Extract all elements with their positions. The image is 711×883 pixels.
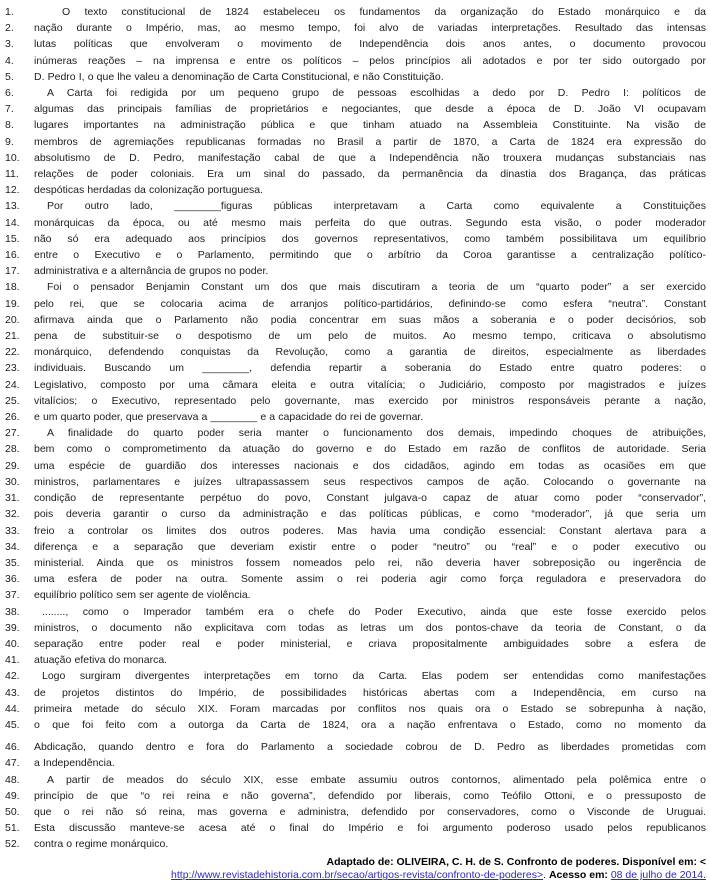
passage-line (5, 755, 706, 771)
line-text: Legislativo, composto por uma câmara eleita e outra vitalícia; o Judiciário, composto por magistrados e juízes (34, 378, 706, 391)
passage-line (5, 836, 706, 852)
line-number: 5. (5, 70, 14, 83)
line-number: 23. (5, 362, 20, 375)
line-number: 29. (5, 459, 20, 472)
line-number: 19. (5, 297, 20, 310)
line-text: e um quarto poder, que preservava a ________ e a capacidade do rei de governar. (34, 411, 424, 424)
passage-line (5, 360, 706, 376)
passage-line (5, 182, 706, 198)
line-number: 24. (5, 378, 20, 391)
passage-line (5, 458, 706, 474)
line-number: 8. (5, 119, 14, 132)
passage-line (5, 587, 706, 603)
line-number: 51. (5, 822, 20, 835)
citation-separator: . (543, 869, 549, 882)
line-text: ........, como o Imperador também era o chefe do Poder Executivo, ainda que este fosse exercido pelos (42, 605, 706, 618)
line-number: 10. (5, 151, 20, 164)
passage-line (5, 788, 706, 804)
line-text: pois deveria garantir o curso da administração e das políticas públicas, e como “moderador”, já que seria um (34, 508, 706, 521)
line-number: 38. (5, 605, 20, 618)
line-number: 14. (5, 216, 20, 229)
line-text: que o rei não só reina, mas governa e administra, defendido por conservadores, como o Visconde de Uruguai. (34, 805, 706, 818)
citation (0, 853, 711, 883)
line-text: entre o Executivo e o Parlamento, permitindo que o arbítrio da Coroa garantisse a centralização político- (34, 249, 706, 262)
passage-line (5, 620, 706, 636)
line-number: 15. (5, 232, 20, 245)
citation-url-link[interactable]: http://www.revistadehistoria.com.br/secao/artigos-revista/confronto-de-poderes> (171, 869, 544, 882)
line-text: o que foi feito com a outorga da Carta de 1824, ora a nação enfrentava o Estado, como no momento da (34, 718, 706, 731)
line-number: 36. (5, 573, 20, 586)
line-text: Esta discussão manteve-se acesa até o final do Império e foi argumento poderoso usado pelos republicanos (34, 822, 706, 835)
line-text: atuação efetiva do monarca. (34, 654, 168, 667)
passage-line (5, 555, 706, 571)
line-text: ministerial. Ainda que os ministros fossem nomeados pelo rei, não deveria haver sobreposição ou ingerência de (34, 556, 706, 569)
passage-line (5, 36, 706, 52)
line-number: 45. (5, 718, 20, 731)
passage-line (5, 820, 706, 836)
line-number: 39. (5, 621, 20, 634)
passage-line (5, 668, 706, 684)
passage-line (5, 717, 706, 733)
line-number: 43. (5, 686, 20, 699)
passage-line (5, 20, 706, 36)
line-number: 34. (5, 540, 20, 553)
line-text: diferença e a separação que deveriam existir entre o poder “neutro” ou “real” e o poder executivo ou (34, 540, 706, 553)
line-number: 7. (5, 103, 14, 116)
line-text: de projetos distintos do Império, de possibilidades históricas abertas com a Independência, em curso na (34, 686, 706, 699)
line-text: freio a controlar os limites dos outros poderes. Mas havia uma condição essencial: Constant alertava para a (34, 524, 706, 537)
line-text: A Carta foi redigida por um pequeno grupo de pessoas escolhidas a dedo por D. Pedro I: políticos de (47, 87, 706, 100)
line-text: Foi o pensador Benjamin Constant um dos que mais discutiram a teoria de um “quarto poder” a ser exercido (47, 281, 706, 294)
line-text: afirmava ainda que o Parlamento não podia concentrar em suas mãos a soberania e o poder decisórios, sob (34, 313, 706, 326)
line-number: 11. (5, 168, 19, 181)
passage-line (5, 685, 706, 701)
line-text: lugares importantes na administração pública e que tinham atuado na Assembleia Constituinte. Na visão de (34, 119, 706, 132)
line-text: relações de poder coloniais. Era um sinal do passado, da permanência da dinastia dos Bragança, das práticas (34, 168, 706, 181)
passage-line (5, 474, 706, 490)
citation-access-label: Acesso em: (548, 869, 608, 882)
line-number: 20. (5, 313, 20, 326)
line-number: 47. (5, 757, 20, 770)
passage-line (5, 409, 706, 425)
passage-line (5, 604, 706, 620)
line-text: vitalícios; o Executivo, representado pelo governante, mas exercido por ministros responsáveis perante a nação, (34, 394, 706, 407)
line-number: 37. (5, 589, 20, 602)
passage-line (5, 279, 706, 295)
line-number: 1. (5, 6, 14, 18)
line-text: Por outro lado, ________figuras públicas interpretavam a Carta como equivalente a Constituições (47, 200, 706, 213)
passage-line (5, 263, 706, 279)
passage-line (5, 231, 706, 247)
passage-line (5, 523, 706, 539)
line-text: O texto constitucional de 1824 estabeleceu os fundamentos da organização do Estado monárquico e da (62, 6, 706, 18)
line-number: 33. (5, 524, 20, 537)
line-text: individuais. Buscando um ________, defendia repartir a soberania do Estado entre quatro poderes: o (34, 362, 706, 375)
line-text: equilíbrio político sem ser agente de violência. (34, 589, 251, 602)
line-text: lutas políticas que envolveram o movimento de Independência dois anos antes, o documento provocou (34, 38, 706, 51)
line-text: Logo surgiram divergentes interpretações em torno da Carta. Elas podem ser entendidas como manifestações (42, 670, 706, 683)
line-text: ministros, o documento não explicitava com todas as letras um dos pontos-chave da teoria de Constant, o da (34, 621, 706, 634)
line-text: bem como o comprometimento da atuação do governo e do Estado em razão de conflitos de autoridade. Seria (34, 443, 706, 456)
line-number: 16. (5, 249, 20, 262)
line-text: monárquicas da época, ou até mesmo mais perfeita do que outras. Segundo esta visão, o poder moderador (34, 216, 706, 229)
line-number: 28. (5, 443, 20, 456)
line-number: 40. (5, 637, 20, 650)
citation-source-text: Adaptado de: OLIVEIRA, C. H. de S. Confronto de poderes. Disponível em: < (326, 855, 706, 868)
passage-line (5, 652, 706, 668)
passage-line (5, 393, 706, 409)
line-text: monárquico, defendendo conquistas da Revolução, como a garantia de direitos, especialmente as liberdades (34, 346, 706, 359)
passage-line (5, 198, 706, 214)
line-number: 52. (5, 838, 20, 851)
passage-line (5, 328, 706, 344)
passage-line (5, 804, 706, 820)
line-text: administrativa e a alternância de grupos no poder. (34, 265, 269, 278)
line-number: 35. (5, 556, 20, 569)
line-text: despóticas herdadas da colonização portuguesa. (34, 184, 264, 197)
line-number: 26. (5, 411, 20, 424)
line-text: primeira metade do século XIX. Foram marcadas por conflitos nos quais ora o Estado se sobrepunha à nação, (34, 702, 706, 715)
passage-line (5, 739, 706, 755)
line-number: 25. (5, 394, 20, 407)
line-text: ministros, parlamentares e juízes ultrapassassem seus respectivos campos de ação. Colocando o governante na (34, 475, 706, 488)
passage-line (5, 441, 706, 457)
line-text: A partir de meados do século XIX, esse embate assumiu outros contornos, alimentado pela polêmica entre o (47, 773, 706, 786)
passage-line (5, 296, 706, 312)
passage-line (5, 101, 706, 117)
line-number: 4. (5, 54, 14, 67)
passage-line (5, 539, 706, 555)
line-text: separação entre poder real e poder ministerial, e criava propositalmente ambiguidades sobre a esfera de (34, 637, 706, 650)
line-text: inúmeras reações – na imprensa e entre os políticos – pelos princípios ali adotados e por ter sido outorgado por (34, 54, 706, 67)
line-number: 31. (5, 492, 20, 505)
passage-line (5, 772, 706, 788)
line-text: uma espécie de guardião dos interesses nacionais e dos cidadãos, agindo em todas as ocasiões em que (34, 459, 706, 472)
line-text: nação durante o Império, mas, ao mesmo tempo, foi alvo de variadas interpretações. Resultado das intensas (34, 22, 706, 35)
line-number: 46. (5, 741, 20, 754)
line-text: não só era adequado aos princípios dos governos representativos, como também possibilitava um equilíbrio (34, 232, 706, 245)
citation-access-line (5, 869, 706, 883)
line-number: 18. (5, 281, 20, 294)
line-number: 9. (5, 135, 14, 148)
line-text: a Independência. (34, 757, 115, 770)
line-number: 2. (5, 22, 14, 35)
citation-access-date-link[interactable]: 08 de julho de 2014. (610, 869, 706, 882)
line-text: D. Pedro I, o que lhe valeu a denominação de Carta Constitucional, e não Constituição. (34, 70, 444, 83)
line-number: 13. (5, 200, 20, 213)
passage-line (5, 506, 706, 522)
line-number: 6. (5, 87, 14, 100)
passage-line (5, 636, 706, 652)
passage-line (5, 85, 706, 101)
passage-line (5, 150, 706, 166)
line-number: 49. (5, 789, 20, 802)
passage-line (5, 4, 706, 20)
line-text: condição de representante perpétuo do povo, Constant julgava-o capaz de atuar como poder “conservador”, (34, 492, 706, 505)
passage-line (5, 490, 706, 506)
line-text: princípio de que “o rei reina e não governa”, defendido por liberais, como Teófilo Ottoni, e o pressuposto de (34, 789, 706, 802)
line-number: 44. (5, 702, 20, 715)
passage-line (5, 247, 706, 263)
line-number: 27. (5, 427, 20, 440)
passage-line (5, 69, 706, 85)
line-text: Abdicação, quando dentro e fora do Parlamento a sociedade cobrou de D. Pedro as liberdades prometidas com (34, 741, 706, 754)
line-text: algumas das principais famílias de proprietários e negociantes, que desde a época de D. João VI ocupavam (34, 103, 706, 116)
passage-line (5, 344, 706, 360)
line-text: pena de substituir-se o despotismo de um pelo de muitos. Ao mesmo tempo, criticava o absolutismo (34, 330, 706, 343)
line-text: membros de agremiações republicanas formadas no Brasil a partir de 1870, a Carta de 1824 era expressão do (34, 135, 706, 148)
line-number: 3. (5, 38, 14, 51)
passage-line (5, 312, 706, 328)
line-number: 17. (5, 265, 20, 278)
line-number: 12. (5, 184, 20, 197)
line-number: 30. (5, 475, 20, 488)
line-number: 32. (5, 508, 20, 521)
passage-line (5, 134, 706, 150)
line-number: 21. (5, 330, 20, 343)
line-text: pelo rei, que se colocaria acima de arranjos político-partidários, definindo-se como esfera “neutra”. Constant (34, 297, 706, 310)
passage-line (5, 166, 706, 182)
line-text: A finalidade do quarto poder seria manter o funcionamento dos demais, impedindo choques de atribuições, (47, 427, 706, 440)
line-number: 41. (5, 654, 20, 667)
passage-line (5, 117, 706, 133)
line-text: uma esfera de poder na outra. Somente assim o rei poderia agir como força reguladora e preservadora do (34, 573, 706, 586)
line-number: 42. (5, 670, 20, 683)
passage-line (5, 215, 706, 231)
line-text: absolutismo de D. Pedro, manifestação cabal de que a Independência não trouxera mudanças substanciais nas (34, 151, 706, 164)
citation-source-line (5, 856, 706, 870)
passage-line (5, 425, 706, 441)
passage-line (5, 571, 706, 587)
line-number: 48. (5, 773, 20, 786)
passage-line (5, 701, 706, 717)
line-text: contra o regime monárquico. (34, 838, 169, 851)
line-number: 22. (5, 346, 20, 359)
line-number: 50. (5, 805, 20, 818)
passage-line (5, 53, 706, 69)
passage-line (5, 377, 706, 393)
